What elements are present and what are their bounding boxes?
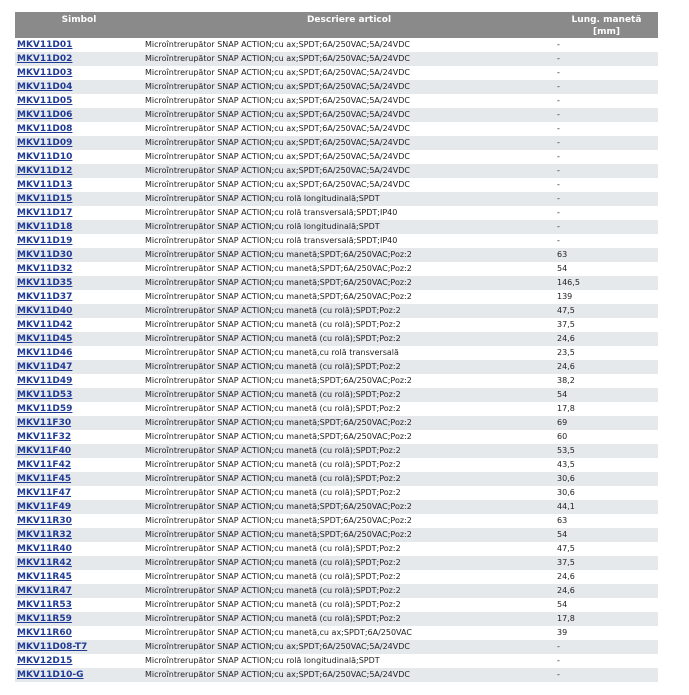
symbol-cell — [15, 52, 143, 66]
length-cell: 54 — [555, 598, 658, 612]
table-row — [15, 626, 658, 640]
description-cell: Microîntrerupător SNAP ACTION;cu manetă;SPDT;6A/250VAC;Poz:2 — [143, 500, 555, 514]
table-row — [15, 542, 658, 556]
length-cell: 24,6 — [555, 360, 658, 374]
length-cell: 24,6 — [555, 332, 658, 346]
symbol-cell — [15, 668, 143, 682]
symbol-cell — [15, 332, 143, 346]
length-cell: 24,6 — [555, 584, 658, 598]
product-symbol-link[interactable]: MKV11R30 — [17, 516, 72, 526]
table-row — [15, 640, 658, 654]
length-cell: - — [555, 192, 658, 206]
description-cell: Microîntrerupător SNAP ACTION;cu ax;SPDT;6A/250VAC;5A/24VDC — [143, 178, 555, 192]
table-row — [15, 514, 658, 528]
table-header-row — [15, 12, 658, 38]
product-symbol-link[interactable]: MKV11F32 — [17, 432, 72, 442]
product-symbol-link[interactable]: MKV11R60 — [17, 628, 72, 638]
description-cell: Microîntrerupător SNAP ACTION;cu ax;SPDT;6A/250VAC;5A/24VDC — [143, 640, 555, 654]
table-row — [15, 248, 658, 262]
header-symbol-label: Simbol — [61, 15, 97, 25]
length-cell: 69 — [555, 416, 658, 430]
description-cell: Microîntrerupător SNAP ACTION;cu ax;SPDT;6A/250VAC;5A/24VDC — [143, 66, 555, 80]
symbol-cell — [15, 612, 143, 626]
length-cell: - — [555, 52, 658, 66]
table-row — [15, 416, 658, 430]
description-cell: Microîntrerupător SNAP ACTION;cu manetă (cu rolă);SPDT;Poz:2 — [143, 458, 555, 472]
description-cell: Microîntrerupător SNAP ACTION;cu manetă (cu rolă);SPDT;Poz:2 — [143, 542, 555, 556]
length-cell: - — [555, 150, 658, 164]
product-symbol-link[interactable]: MKV11D09 — [17, 138, 73, 148]
description-cell: Microîntrerupător SNAP ACTION;cu rolă longitudinală;SPDT — [143, 654, 555, 668]
product-symbol-link[interactable]: MKV11F47 — [17, 488, 72, 498]
symbol-cell — [15, 150, 143, 164]
symbol-cell — [15, 360, 143, 374]
description-cell: Microîntrerupător SNAP ACTION;cu ax;SPDT;6A/250VAC;5A/24VDC — [143, 80, 555, 94]
product-symbol-link[interactable]: MKV11D37 — [17, 292, 73, 302]
table-row — [15, 136, 658, 150]
table-row — [15, 654, 658, 668]
description-cell: Microîntrerupător SNAP ACTION;cu manetă;SPDT;6A/250VAC;Poz:2 — [143, 430, 555, 444]
symbol-cell — [15, 38, 143, 52]
symbol-cell — [15, 570, 143, 584]
table-row — [15, 80, 658, 94]
product-symbol-link[interactable]: MKV11D49 — [17, 376, 73, 386]
table-row — [15, 150, 658, 164]
product-symbol-link[interactable]: MKV11D30 — [17, 250, 73, 260]
description-cell: Microîntrerupător SNAP ACTION;cu manetă (cu rolă);SPDT;Poz:2 — [143, 584, 555, 598]
product-symbol-link[interactable]: MKV11F40 — [17, 446, 72, 456]
symbol-cell — [15, 640, 143, 654]
product-symbol-link[interactable]: MKV11D02 — [17, 54, 73, 64]
product-symbol-link[interactable]: MKV11D17 — [17, 208, 73, 218]
product-symbol-link[interactable]: MKV11F49 — [17, 502, 72, 512]
symbol-cell — [15, 430, 143, 444]
product-symbol-link[interactable]: MKV11D03 — [17, 68, 73, 78]
length-cell: - — [555, 136, 658, 150]
product-symbol-link[interactable]: MKV11F45 — [17, 474, 72, 484]
table-row — [15, 486, 658, 500]
table-row — [15, 178, 658, 192]
description-cell: Microîntrerupător SNAP ACTION;cu manetă;SPDT;6A/250VAC;Poz:2 — [143, 248, 555, 262]
product-table-container — [15, 12, 658, 682]
product-symbol-link[interactable]: MKV11D46 — [17, 348, 73, 358]
header-length-unit: [mm] — [593, 27, 620, 37]
symbol-cell — [15, 206, 143, 220]
table-row — [15, 528, 658, 542]
description-cell: Microîntrerupător SNAP ACTION;cu ax;SPDT;6A/250VAC;5A/24VDC — [143, 136, 555, 150]
description-cell: Microîntrerupător SNAP ACTION;cu manetă;SPDT;6A/250VAC;Poz:2 — [143, 276, 555, 290]
table-row — [15, 346, 658, 360]
symbol-cell — [15, 416, 143, 430]
table-row — [15, 276, 658, 290]
symbol-cell — [15, 94, 143, 108]
description-cell: Microîntrerupător SNAP ACTION;cu rolă longitudinală;SPDT — [143, 192, 555, 206]
description-cell: Microîntrerupător SNAP ACTION;cu manetă (cu rolă);SPDT;Poz:2 — [143, 486, 555, 500]
symbol-cell — [15, 584, 143, 598]
length-cell: - — [555, 38, 658, 52]
symbol-cell — [15, 402, 143, 416]
product-symbol-link[interactable]: MKV11D42 — [17, 320, 73, 330]
table-row — [15, 360, 658, 374]
product-symbol-link[interactable]: MKV11D35 — [17, 278, 73, 288]
description-cell: Microîntrerupător SNAP ACTION;cu manetă;SPDT;6A/250VAC;Poz:2 — [143, 374, 555, 388]
symbol-cell — [15, 178, 143, 192]
table-row — [15, 612, 658, 626]
description-cell: Microîntrerupător SNAP ACTION;cu manetă;SPDT;6A/250VAC;Poz:2 — [143, 528, 555, 542]
length-cell: 63 — [555, 514, 658, 528]
table-row — [15, 472, 658, 486]
table-row — [15, 444, 658, 458]
header-length[interactable] — [555, 12, 658, 38]
product-symbol-link[interactable]: MKV11R42 — [17, 558, 72, 568]
table-row — [15, 584, 658, 598]
symbol-cell — [15, 122, 143, 136]
symbol-cell — [15, 108, 143, 122]
symbol-cell — [15, 80, 143, 94]
table-row — [15, 66, 658, 80]
symbol-cell — [15, 346, 143, 360]
symbol-cell — [15, 514, 143, 528]
symbol-cell — [15, 192, 143, 206]
symbol-cell — [15, 304, 143, 318]
description-cell: Microîntrerupător SNAP ACTION;cu ax;SPDT;6A/250VAC;5A/24VDC — [143, 122, 555, 136]
length-cell: - — [555, 220, 658, 234]
product-symbol-link[interactable]: MKV11F42 — [17, 460, 72, 470]
symbol-cell — [15, 290, 143, 304]
product-symbol-link[interactable]: MKV11D05 — [17, 96, 73, 106]
length-cell: 39 — [555, 626, 658, 640]
description-cell: Microîntrerupător SNAP ACTION;cu manetă;SPDT;6A/250VAC;Poz:2 — [143, 514, 555, 528]
product-symbol-link[interactable]: MKV11D10 — [17, 152, 73, 162]
product-symbol-link[interactable]: MKV11D01 — [17, 40, 73, 50]
product-symbol-link[interactable]: MKV11D04 — [17, 82, 73, 92]
description-cell: Microîntrerupător SNAP ACTION;cu ax;SPDT;6A/250VAC;5A/24VDC — [143, 150, 555, 164]
length-cell: 44,1 — [555, 500, 658, 514]
product-symbol-link[interactable]: MKV12D15 — [17, 656, 73, 666]
description-cell: Microîntrerupător SNAP ACTION;cu manetă (cu rolă);SPDT;Poz:2 — [143, 402, 555, 416]
length-cell: 139 — [555, 290, 658, 304]
length-cell: 30,6 — [555, 486, 658, 500]
symbol-cell — [15, 486, 143, 500]
description-cell: Microîntrerupător SNAP ACTION;cu ax;SPDT;6A/250VAC;5A/24VDC — [143, 164, 555, 178]
length-cell: 54 — [555, 388, 658, 402]
length-cell: - — [555, 178, 658, 192]
symbol-cell — [15, 262, 143, 276]
length-cell: 24,6 — [555, 570, 658, 584]
length-cell: 37,5 — [555, 556, 658, 570]
product-symbol-link[interactable]: MKV11R53 — [17, 600, 72, 610]
length-cell: 54 — [555, 528, 658, 542]
description-cell: Microîntrerupător SNAP ACTION;cu ax;SPDT;6A/250VAC;5A/24VDC — [143, 38, 555, 52]
product-symbol-link[interactable]: MKV11R40 — [17, 544, 72, 554]
table-row — [15, 318, 658, 332]
description-cell: Microîntrerupător SNAP ACTION;cu manetă (cu rolă);SPDT;Poz:2 — [143, 318, 555, 332]
length-cell: - — [555, 640, 658, 654]
length-cell: - — [555, 654, 658, 668]
table-row — [15, 570, 658, 584]
table-row — [15, 108, 658, 122]
length-cell: 53,5 — [555, 444, 658, 458]
description-cell: Microîntrerupător SNAP ACTION;cu manetă;SPDT;6A/250VAC;Poz:2 — [143, 290, 555, 304]
table-row — [15, 458, 658, 472]
product-symbol-link[interactable]: MKV11D13 — [17, 180, 73, 190]
description-cell: Microîntrerupător SNAP ACTION;cu rolă longitudinală;SPDT — [143, 220, 555, 234]
description-cell: Microîntrerupător SNAP ACTION;cu manetă (cu rolă);SPDT;Poz:2 — [143, 472, 555, 486]
length-cell: 146,5 — [555, 276, 658, 290]
length-cell: 17,8 — [555, 612, 658, 626]
product-symbol-link[interactable]: MKV11R45 — [17, 572, 72, 582]
length-cell: 60 — [555, 430, 658, 444]
table-row — [15, 234, 658, 248]
symbol-cell — [15, 626, 143, 640]
length-cell: 30,6 — [555, 472, 658, 486]
table-row — [15, 556, 658, 570]
symbol-cell — [15, 542, 143, 556]
length-cell: 37,5 — [555, 318, 658, 332]
symbol-cell — [15, 458, 143, 472]
product-symbol-link[interactable]: MKV11D08 — [17, 124, 73, 134]
description-cell: Microîntrerupător SNAP ACTION;cu manetă (cu rolă);SPDT;Poz:2 — [143, 556, 555, 570]
description-cell: Microîntrerupător SNAP ACTION;cu manetă (cu rolă);SPDT;Poz:2 — [143, 332, 555, 346]
symbol-cell — [15, 248, 143, 262]
length-cell: 47,5 — [555, 304, 658, 318]
table-row — [15, 332, 658, 346]
product-symbol-link[interactable]: MKV11D10-G — [17, 670, 84, 680]
table-row — [15, 402, 658, 416]
length-cell: 43,5 — [555, 458, 658, 472]
length-cell: 38,2 — [555, 374, 658, 388]
product-symbol-link[interactable]: MKV11R47 — [17, 586, 72, 596]
length-cell: - — [555, 66, 658, 80]
symbol-cell — [15, 164, 143, 178]
table-row — [15, 500, 658, 514]
symbol-cell — [15, 444, 143, 458]
symbol-cell — [15, 598, 143, 612]
product-symbol-link[interactable]: MKV11D08-T7 — [17, 642, 88, 652]
product-symbol-link[interactable]: MKV11R32 — [17, 530, 72, 540]
table-row — [15, 290, 658, 304]
length-cell: - — [555, 206, 658, 220]
table-row — [15, 94, 658, 108]
table-row — [15, 52, 658, 66]
symbol-cell — [15, 472, 143, 486]
product-symbol-link[interactable]: MKV11D06 — [17, 110, 73, 120]
symbol-cell — [15, 318, 143, 332]
length-cell: - — [555, 234, 658, 248]
product-symbol-link[interactable]: MKV11D53 — [17, 390, 73, 400]
product-symbol-link[interactable]: MKV11R59 — [17, 614, 72, 624]
table-row — [15, 388, 658, 402]
product-table — [15, 12, 658, 682]
length-cell: 54 — [555, 262, 658, 276]
product-symbol-link[interactable]: MKV11D47 — [17, 362, 73, 372]
product-symbol-link[interactable]: MKV11D19 — [17, 236, 73, 246]
table-row — [15, 262, 658, 276]
product-symbol-link[interactable]: MKV11D40 — [17, 306, 73, 316]
symbol-cell — [15, 66, 143, 80]
description-cell: Microîntrerupător SNAP ACTION;cu manetă,cu ax;SPDT;6A/250VAC — [143, 626, 555, 640]
length-cell: 63 — [555, 248, 658, 262]
product-symbol-link[interactable]: MKV11D15 — [17, 194, 73, 204]
table-row — [15, 192, 658, 206]
table-row — [15, 38, 658, 52]
table-row — [15, 122, 658, 136]
description-cell: Microîntrerupător SNAP ACTION;cu manetă;SPDT;6A/250VAC;Poz:2 — [143, 416, 555, 430]
symbol-cell — [15, 500, 143, 514]
symbol-cell — [15, 234, 143, 248]
product-symbol-link[interactable]: MKV11D32 — [17, 264, 73, 274]
description-cell: Microîntrerupător SNAP ACTION;cu manetă,cu rolă transversală — [143, 346, 555, 360]
description-cell: Microîntrerupător SNAP ACTION;cu ax;SPDT;6A/250VAC;5A/24VDC — [143, 52, 555, 66]
length-cell: - — [555, 668, 658, 682]
symbol-cell — [15, 528, 143, 542]
header-symbol[interactable] — [15, 12, 143, 38]
product-symbol-link[interactable]: MKV11D45 — [17, 334, 73, 344]
description-cell: Microîntrerupător SNAP ACTION;cu manetă (cu rolă);SPDT;Poz:2 — [143, 360, 555, 374]
table-row — [15, 220, 658, 234]
symbol-cell — [15, 388, 143, 402]
header-description-label: Descriere articol — [306, 15, 392, 25]
length-cell: 23,5 — [555, 346, 658, 360]
description-cell: Microîntrerupător SNAP ACTION;cu manetă (cu rolă);SPDT;Poz:2 — [143, 388, 555, 402]
table-body — [15, 38, 658, 682]
length-cell: - — [555, 108, 658, 122]
product-symbol-link[interactable]: MKV11D18 — [17, 222, 73, 232]
symbol-cell — [15, 136, 143, 150]
description-cell: Microîntrerupător SNAP ACTION;cu rolă transversală;SPDT;IP40 — [143, 206, 555, 220]
table-row — [15, 430, 658, 444]
description-cell: Microîntrerupător SNAP ACTION;cu rolă transversală;SPDT;IP40 — [143, 234, 555, 248]
symbol-cell — [15, 654, 143, 668]
description-cell: Microîntrerupător SNAP ACTION;cu manetă (cu rolă);SPDT;Poz:2 — [143, 598, 555, 612]
description-cell: Microîntrerupător SNAP ACTION;cu manetă;SPDT;6A/250VAC;Poz:2 — [143, 262, 555, 276]
header-description[interactable] — [143, 12, 555, 38]
symbol-cell — [15, 374, 143, 388]
description-cell: Microîntrerupător SNAP ACTION;cu ax;SPDT;6A/250VAC;5A/24VDC — [143, 108, 555, 122]
product-symbol-link[interactable]: MKV11F30 — [17, 418, 72, 428]
table-row — [15, 374, 658, 388]
description-cell: Microîntrerupător SNAP ACTION;cu manetă (cu rolă);SPDT;Poz:2 — [143, 612, 555, 626]
table-row — [15, 164, 658, 178]
symbol-cell — [15, 220, 143, 234]
description-cell: Microîntrerupător SNAP ACTION;cu manetă (cu rolă);SPDT;Poz:2 — [143, 570, 555, 584]
table-row — [15, 598, 658, 612]
header-length-label: Lung. manetă — [571, 15, 642, 25]
length-cell: - — [555, 80, 658, 94]
product-symbol-link[interactable]: MKV11D12 — [17, 166, 73, 176]
description-cell: Microîntrerupător SNAP ACTION;cu ax;SPDT;6A/250VAC;5A/24VDC — [143, 94, 555, 108]
symbol-cell — [15, 556, 143, 570]
length-cell: 47,5 — [555, 542, 658, 556]
description-cell: Microîntrerupător SNAP ACTION;cu manetă (cu rolă);SPDT;Poz:2 — [143, 444, 555, 458]
symbol-cell — [15, 276, 143, 290]
description-cell: Microîntrerupător SNAP ACTION;cu manetă (cu rolă);SPDT;Poz:2 — [143, 304, 555, 318]
length-cell: 17,8 — [555, 402, 658, 416]
product-symbol-link[interactable]: MKV11D59 — [17, 404, 73, 414]
table-row — [15, 304, 658, 318]
length-cell: - — [555, 94, 658, 108]
table-row — [15, 668, 658, 682]
length-cell: - — [555, 122, 658, 136]
description-cell: Microîntrerupător SNAP ACTION;cu ax;SPDT;6A/250VAC;5A/24VDC — [143, 668, 555, 682]
length-cell: - — [555, 164, 658, 178]
table-row — [15, 206, 658, 220]
